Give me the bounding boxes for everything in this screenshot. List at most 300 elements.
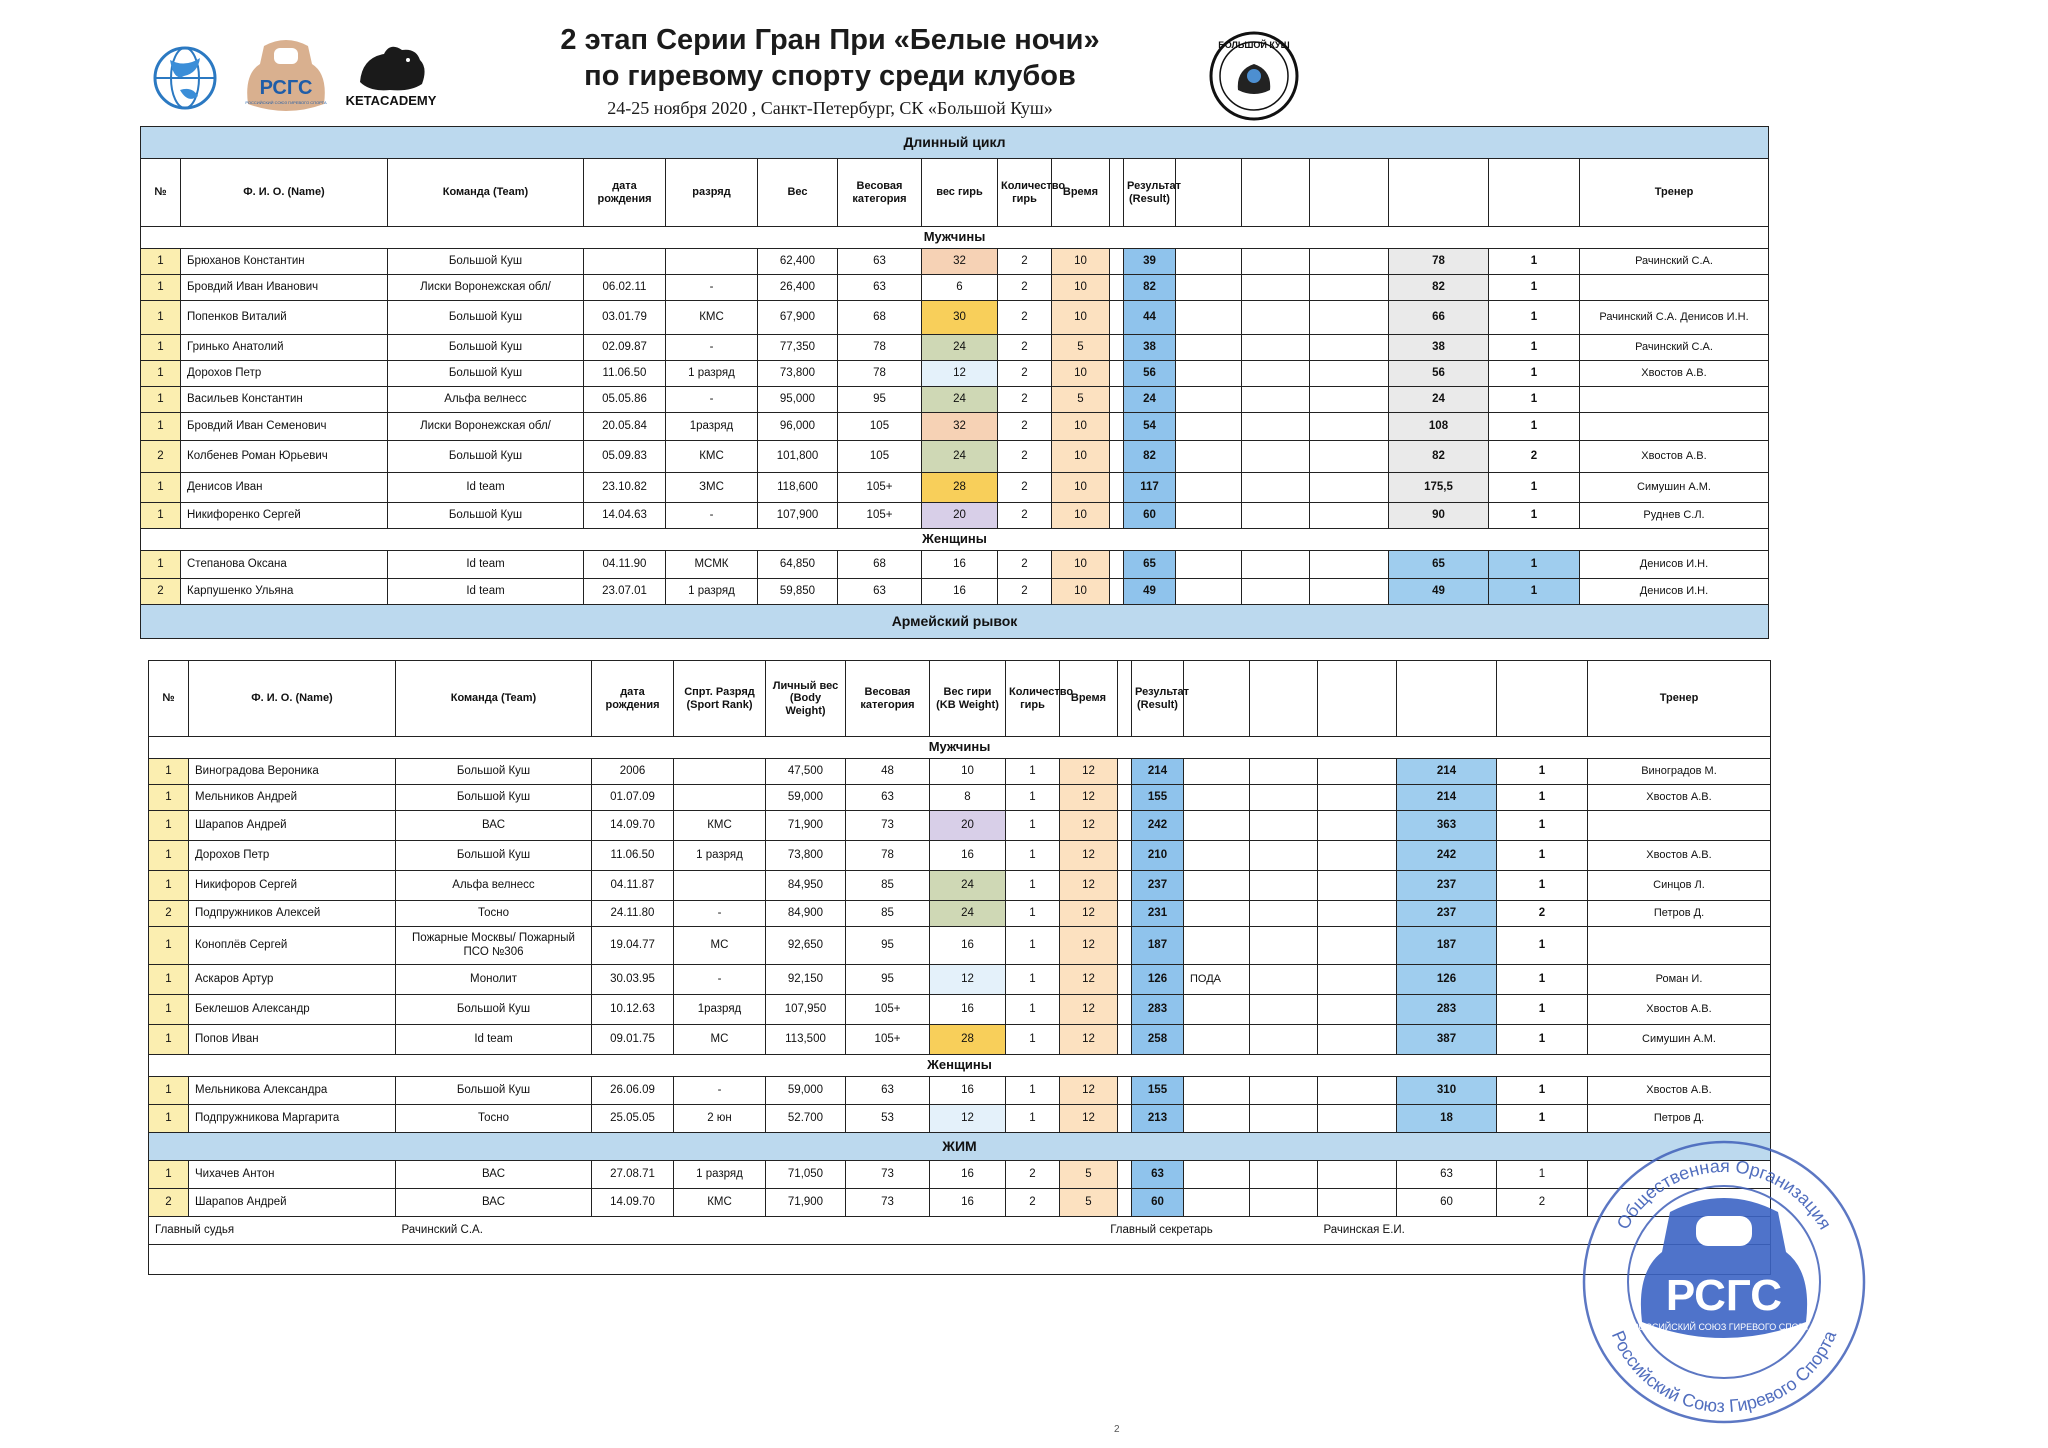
birth-date: 27.08.71 [592, 1161, 674, 1189]
athlete-name: Виноградова Вероника [189, 759, 396, 785]
team-name: Альфа велнесс [388, 387, 584, 413]
empty-cell [1310, 249, 1389, 275]
empty-cell [1310, 441, 1389, 473]
table-row [141, 579, 1769, 605]
body-weight: 77,350 [758, 335, 838, 361]
page-title: 2 этап Серии Гран При «Белые ночи» [560, 24, 1100, 56]
team-name: Альфа велнесс [396, 871, 592, 901]
table-row [141, 249, 1769, 275]
empty-cell [1318, 759, 1397, 785]
spacer [1110, 473, 1124, 503]
kettlebell-count: 2 [998, 387, 1052, 413]
empty-cell [1318, 927, 1397, 965]
empty-cell [1318, 1161, 1397, 1189]
kettlebell-count: 1 [1006, 1077, 1060, 1105]
bolshoy-kush-logo-text: БОЛЬШОЙ КУШ [1218, 40, 1290, 50]
team-name: Большой Куш [388, 335, 584, 361]
row-number: 1 [149, 927, 189, 965]
empty-cell [1310, 551, 1389, 579]
row-number: 1 [149, 871, 189, 901]
team-name: Id team [388, 473, 584, 503]
col-qty: Количество гирь [1006, 661, 1060, 737]
place: 1 [1489, 579, 1580, 605]
result: 213 [1132, 1105, 1184, 1133]
time: 10 [1052, 473, 1110, 503]
sport-rank: 2 юн [674, 1105, 766, 1133]
result-note [1184, 927, 1250, 965]
body-weight: 59,000 [766, 1077, 846, 1105]
spacer [1118, 811, 1132, 841]
spacer [1118, 901, 1132, 927]
result: 283 [1132, 995, 1184, 1025]
team-name: ВАС [396, 1189, 592, 1217]
result: 242 [1132, 811, 1184, 841]
place: 2 [1489, 441, 1580, 473]
total-score: 126 [1397, 965, 1497, 995]
row-number: 1 [149, 1077, 189, 1105]
long-cycle-women-rows [141, 551, 1769, 605]
spacer [1110, 249, 1124, 275]
long-cycle-table [140, 126, 1769, 639]
spacer [1118, 995, 1132, 1025]
empty-cell [1250, 1025, 1318, 1055]
empty-cell [1242, 249, 1310, 275]
team-name: Большой Куш [396, 995, 592, 1025]
sport-rank: МС [674, 1025, 766, 1055]
total-score: 363 [1397, 811, 1497, 841]
weight-category: 63 [846, 1077, 930, 1105]
result: 237 [1132, 871, 1184, 901]
kettlebell-weight: 12 [930, 965, 1006, 995]
athlete-name: Подпружникова Маргарита [189, 1105, 396, 1133]
organization-stamp [1574, 1132, 1874, 1432]
spacer [1110, 301, 1124, 335]
total-score: 49 [1389, 579, 1489, 605]
result-note [1184, 1189, 1250, 1217]
sport-rank: - [674, 965, 766, 995]
spacer [1118, 1025, 1132, 1055]
coach-name: Денисов И.Н. [1580, 579, 1769, 605]
body-weight: 113,500 [766, 1025, 846, 1055]
kettlebell-count: 1 [1006, 927, 1060, 965]
sport-rank: КМС [674, 1189, 766, 1217]
result: 214 [1132, 759, 1184, 785]
spacer [1110, 551, 1124, 579]
kettlebell-count: 2 [1006, 1189, 1060, 1217]
team-name: Id team [388, 579, 584, 605]
sport-rank [666, 249, 758, 275]
result: 231 [1132, 901, 1184, 927]
spacer [1110, 387, 1124, 413]
kettlebell-weight: 28 [930, 1025, 1006, 1055]
place: 2 [1497, 1189, 1588, 1217]
total-score: 78 [1389, 249, 1489, 275]
page-title-line2: по гиревому спорту среди клубов [584, 60, 1076, 92]
place: 1 [1489, 249, 1580, 275]
empty-cell [1310, 275, 1389, 301]
kettlebell-count: 2 [998, 551, 1052, 579]
body-weight: 107,950 [766, 995, 846, 1025]
empty-cell [1242, 579, 1310, 605]
place: 2 [1497, 901, 1588, 927]
empty-cell [1318, 965, 1397, 995]
body-weight: 92,150 [766, 965, 846, 995]
place: 1 [1497, 927, 1588, 965]
result: 44 [1124, 301, 1176, 335]
result-note [1176, 275, 1242, 301]
coach-name: Денисов И.Н. [1580, 551, 1769, 579]
kettlebell-count: 2 [998, 579, 1052, 605]
section-title-snatch: Армейский рывок [141, 605, 1769, 639]
athlete-name: Коноплёв Сергей [189, 927, 396, 965]
coach-name: Рачинский С.А. [1580, 335, 1769, 361]
result-note [1184, 901, 1250, 927]
table-row [149, 901, 1771, 927]
table-row [141, 503, 1769, 529]
athlete-name: Брюханов Константин [181, 249, 388, 275]
spacer [1118, 871, 1132, 901]
weight-category: 105+ [838, 503, 922, 529]
athlete-name: Карпушенко Ульяна [181, 579, 388, 605]
time: 12 [1060, 1077, 1118, 1105]
result: 63 [1132, 1161, 1184, 1189]
result: 60 [1132, 1189, 1184, 1217]
weight-category: 63 [838, 249, 922, 275]
kettlebell-count: 1 [1006, 759, 1060, 785]
birth-date: 04.11.87 [592, 871, 674, 901]
kettlebell-count: 1 [1006, 785, 1060, 811]
result: 187 [1132, 927, 1184, 965]
athlete-name: Никифоренко Сергей [181, 503, 388, 529]
athlete-name: Бровдий Иван Иванович [181, 275, 388, 301]
coach-name: Петров Д. [1588, 1105, 1771, 1133]
sport-rank: 1 разряд [674, 841, 766, 871]
empty-cell [1318, 785, 1397, 811]
result-note [1184, 1025, 1250, 1055]
sport-rank: - [674, 901, 766, 927]
stamp-ring-bottom: Российский Союз Гиревого Спорта [1607, 1327, 1841, 1417]
col-coach: Тренер [1588, 661, 1771, 737]
body-weight: 62,400 [758, 249, 838, 275]
coach-name: Хвостов А.В. [1580, 361, 1769, 387]
total-score: 237 [1397, 871, 1497, 901]
kettlebell-weight: 20 [930, 811, 1006, 841]
body-weight: 84,950 [766, 871, 846, 901]
team-name: Большой Куш [388, 441, 584, 473]
weight-category: 105+ [846, 995, 930, 1025]
weight-category: 85 [846, 901, 930, 927]
stamp-ring-top: Общественная Организация [1612, 1156, 1836, 1233]
birth-date: 03.01.79 [584, 301, 666, 335]
total-score: 108 [1389, 413, 1489, 441]
kettlebell-weight: 12 [930, 1105, 1006, 1133]
weight-category: 95 [838, 387, 922, 413]
table-row [141, 361, 1769, 387]
place: 1 [1489, 335, 1580, 361]
col-coach: Тренер [1580, 159, 1769, 227]
total-score: 187 [1397, 927, 1497, 965]
snatch-table [148, 660, 1771, 1275]
chief-secretary: Рачинская Е.И. [1318, 1217, 1771, 1245]
empty-cell [1242, 473, 1310, 503]
spacer [1110, 361, 1124, 387]
total-score: 214 [1397, 785, 1497, 811]
table-row [141, 413, 1769, 441]
sport-rank: 1 разряд [666, 579, 758, 605]
team-name: Тосно [396, 1105, 592, 1133]
total-score: 38 [1389, 335, 1489, 361]
row-number: 1 [149, 785, 189, 811]
time: 5 [1060, 1161, 1118, 1189]
women-label: Женщины [141, 529, 1769, 551]
sport-rank: КМС [666, 301, 758, 335]
empty-cell [1250, 759, 1318, 785]
body-weight: 92,650 [766, 927, 846, 965]
stamp-center-subtext: РОССИЙСКИЙ СОЮЗ ГИРЕВОГО СПОРТА [1632, 1322, 1816, 1332]
result-note [1184, 785, 1250, 811]
weight-category: 63 [846, 785, 930, 811]
col-weight: Личный вес (Body Weight) [766, 661, 846, 737]
team-name: Монолит [396, 965, 592, 995]
result: 155 [1132, 1077, 1184, 1105]
athlete-name: Денисов Иван [181, 473, 388, 503]
empty-cell [1250, 811, 1318, 841]
result-note [1184, 1105, 1250, 1133]
result: 258 [1132, 1025, 1184, 1055]
birth-date: 25.05.05 [592, 1105, 674, 1133]
kettlebell-count: 2 [998, 413, 1052, 441]
team-name: Лиски Воронежская обл/ [388, 275, 584, 301]
empty-cell [1242, 361, 1310, 387]
birth-date: 11.06.50 [592, 841, 674, 871]
result-note [1184, 841, 1250, 871]
press-rows [149, 1161, 1771, 1217]
result-note [1176, 361, 1242, 387]
empty-cell [1318, 901, 1397, 927]
weight-category: 105 [838, 413, 922, 441]
total-score: 82 [1389, 275, 1489, 301]
sport-rank: - [666, 335, 758, 361]
result-note [1176, 335, 1242, 361]
table-row [149, 1077, 1771, 1105]
sport-rank: - [666, 387, 758, 413]
empty-cell [1310, 503, 1389, 529]
athlete-name: Степанова Оксана [181, 551, 388, 579]
result: 82 [1124, 441, 1176, 473]
time: 12 [1060, 965, 1118, 995]
time: 12 [1060, 759, 1118, 785]
section-title-long-cycle: Длинный цикл [141, 127, 1769, 159]
col-dob: дата рождения [592, 661, 674, 737]
kettlebell-count: 2 [998, 441, 1052, 473]
place: 1 [1497, 1077, 1588, 1105]
table-row [149, 841, 1771, 871]
total-score: 283 [1397, 995, 1497, 1025]
body-weight: 84,900 [766, 901, 846, 927]
result-note [1184, 811, 1250, 841]
weight-category: 68 [838, 551, 922, 579]
col-dob: дата рождения [584, 159, 666, 227]
col-time: Время [1060, 661, 1118, 737]
empty-cell [1242, 551, 1310, 579]
men-label: Мужчины [141, 227, 1769, 249]
athlete-name: Шарапов Андрей [189, 1189, 396, 1217]
col-result: Результат (Result) [1132, 661, 1184, 737]
rsgs-logo-subtext: РОССИЙСКИЙ СОЮЗ ГИРЕВОГО СПОРТА [245, 100, 327, 105]
col-team: Команда (Team) [396, 661, 592, 737]
sport-rank: КМС [666, 441, 758, 473]
kettlebell-weight: 24 [922, 441, 998, 473]
body-weight: 118,600 [758, 473, 838, 503]
table-row [141, 387, 1769, 413]
team-name: ВАС [396, 1161, 592, 1189]
time: 10 [1052, 413, 1110, 441]
total-score: 82 [1389, 441, 1489, 473]
spacer [1118, 759, 1132, 785]
sport-rank: - [674, 1077, 766, 1105]
athlete-name: Дорохов Петр [189, 841, 396, 871]
total-score: 24 [1389, 387, 1489, 413]
kettlebell-weight: 32 [922, 249, 998, 275]
result: 117 [1124, 473, 1176, 503]
result: 54 [1124, 413, 1176, 441]
athlete-name: Попенков Виталий [181, 301, 388, 335]
table-row [141, 441, 1769, 473]
kettlebell-weight: 24 [922, 335, 998, 361]
kettlebell-weight: 6 [922, 275, 998, 301]
table-row [141, 473, 1769, 503]
empty-cell [1318, 995, 1397, 1025]
kettlebell-weight: 8 [930, 785, 1006, 811]
empty-cell [1310, 473, 1389, 503]
table-row [149, 927, 1771, 965]
athlete-name: Подпружников Алексей [189, 901, 396, 927]
col-name: Ф. И. О. (Name) [189, 661, 396, 737]
coach-name [1588, 927, 1771, 965]
page-number: 2 [1114, 1424, 1120, 1435]
body-weight: 71,900 [766, 1189, 846, 1217]
table-row [149, 871, 1771, 901]
time: 5 [1052, 335, 1110, 361]
time: 10 [1052, 503, 1110, 529]
spacer [1110, 579, 1124, 605]
athlete-name: Бровдий Иван Семенович [181, 413, 388, 441]
kettlebell-weight: 28 [922, 473, 998, 503]
snatch-header-row [149, 661, 1771, 737]
sport-rank: МСМК [666, 551, 758, 579]
athlete-name: Мельникова Александра [189, 1077, 396, 1105]
birth-date: 04.11.90 [584, 551, 666, 579]
place: 1 [1489, 551, 1580, 579]
athlete-name: Васильев Константин [181, 387, 388, 413]
row-number: 1 [149, 995, 189, 1025]
body-weight: 95,000 [758, 387, 838, 413]
result-note [1176, 413, 1242, 441]
kettlebell-count: 1 [1006, 811, 1060, 841]
snatch-women-rows [149, 1077, 1771, 1133]
result-note [1184, 1161, 1250, 1189]
row-number: 1 [149, 1025, 189, 1055]
birth-date: 05.09.83 [584, 441, 666, 473]
row-number: 1 [141, 413, 181, 441]
table-row [149, 759, 1771, 785]
time: 10 [1052, 301, 1110, 335]
result: 126 [1132, 965, 1184, 995]
team-name: Большой Куш [388, 249, 584, 275]
weight-category: 78 [838, 335, 922, 361]
place: 1 [1497, 759, 1588, 785]
birth-date: 02.09.87 [584, 335, 666, 361]
men-label: Мужчины [149, 737, 1771, 759]
coach-name: Синцов Л. [1588, 871, 1771, 901]
empty-cell [1318, 811, 1397, 841]
body-weight: 64,850 [758, 551, 838, 579]
row-number: 1 [141, 275, 181, 301]
place: 1 [1497, 1161, 1588, 1189]
coach-name: Петров Д. [1588, 901, 1771, 927]
body-weight: 26,400 [758, 275, 838, 301]
result-note [1176, 301, 1242, 335]
total-score: 387 [1397, 1025, 1497, 1055]
athlete-name: Дорохов Петр [181, 361, 388, 387]
kettlebell-weight: 12 [922, 361, 998, 387]
coach-name: Хвостов А.В. [1588, 785, 1771, 811]
place: 1 [1497, 785, 1588, 811]
time: 10 [1052, 441, 1110, 473]
time: 12 [1060, 841, 1118, 871]
table-row [141, 551, 1769, 579]
spacer [1118, 1161, 1132, 1189]
result: 60 [1124, 503, 1176, 529]
coach-name: Хвостов А.В. [1588, 1077, 1771, 1105]
birth-date: 23.10.82 [584, 473, 666, 503]
body-weight: 73,800 [758, 361, 838, 387]
sport-rank: - [666, 503, 758, 529]
time: 10 [1052, 249, 1110, 275]
kettlebell-count: 2 [998, 361, 1052, 387]
athlete-name: Беклешов Александр [189, 995, 396, 1025]
weight-category: 95 [846, 927, 930, 965]
kettlebell-weight: 24 [922, 387, 998, 413]
empty-cell [1250, 841, 1318, 871]
empty-cell [1250, 965, 1318, 995]
weight-category: 85 [846, 871, 930, 901]
coach-name: Роман И. [1588, 965, 1771, 995]
coach-name [1580, 275, 1769, 301]
spacer [1118, 927, 1132, 965]
time: 12 [1060, 811, 1118, 841]
sport-rank: 1 разряд [666, 361, 758, 387]
table-row [141, 275, 1769, 301]
row-number: 1 [141, 387, 181, 413]
coach-name: Рачинский С.А. [1580, 249, 1769, 275]
sport-rank: МС [674, 927, 766, 965]
result: 39 [1124, 249, 1176, 275]
col-rank: Спрт. Разряд (Sport Rank) [674, 661, 766, 737]
row-number: 1 [141, 249, 181, 275]
spacer [1118, 965, 1132, 995]
table-row [141, 301, 1769, 335]
result: 155 [1132, 785, 1184, 811]
spacer [1110, 275, 1124, 301]
weight-category: 105+ [846, 1025, 930, 1055]
table-header-row [141, 159, 1769, 227]
weight-category: 48 [846, 759, 930, 785]
coach-name: Симушин А.М. [1588, 1025, 1771, 1055]
spacer [1110, 335, 1124, 361]
time: 12 [1060, 1105, 1118, 1133]
col-number: № [149, 661, 189, 737]
